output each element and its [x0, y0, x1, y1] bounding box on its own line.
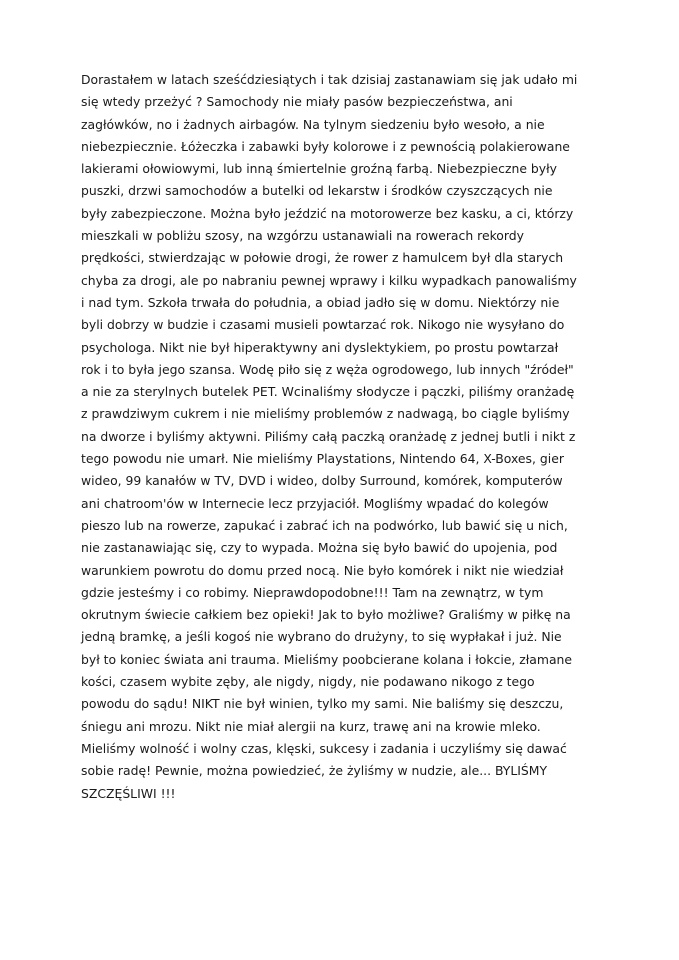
text-line: jedną bramkę, a jeśli kogoś nie wybrano do drużyny, to się wypłakał i już. Nie [81, 629, 562, 645]
text-line: sobie radę! Pewnie, można powiedzieć, że żyliśmy w nudzie, ale... BYLIŚMY [81, 763, 548, 779]
text-line: na dworze i byliśmy aktywni. Piliśmy całą paczką oranżadę z jednej butli i nikt z [81, 428, 576, 444]
text-line: lakierami ołowiowymi, lub inną śmiertelnie groźną farbą. Niebezpieczne były [81, 161, 557, 177]
text-line: rok i to była jego szansa. Wodę piło się z węża ogrodowego, lub innych "źródeł" [81, 361, 574, 377]
text-line: się wtedy przeżyć ? Samochody nie miały pasów bezpieczeństwa, ani [81, 94, 513, 110]
text-line: były zabezpieczone. Można było jeździć na motorowerze bez kasku, a ci, którzy [81, 205, 574, 221]
text-line: z prawdziwym cukrem i nie mieliśmy problemów z nadwagą, bo ciągle byliśmy [81, 406, 570, 422]
text-line: mieszkali w pobliżu szosy, na wzgórzu ustanawiali na rowerach rekordy [81, 228, 524, 244]
text-line: powodu do sądu! NIKT nie był winien, tylko my sami. Nie baliśmy się deszczu, [81, 696, 564, 712]
text-line: psychologa. Nikt nie był hiperaktywny ani dyslektykiem, po prostu powtarzał [81, 339, 559, 355]
text-line: tego powodu nie umarł. Nie mieliśmy Playstations, Nintendo 64, X-Boxes, gier [81, 451, 564, 467]
text-line: kości, czasem wybite zęby, ale nigdy, nigdy, nie podawano nikogo z tego [81, 674, 535, 690]
text-line: chyba za drogi, ale po nabraniu pewnej wprawy i kilku wypadkach panowaliśmy [81, 272, 577, 288]
text-line: nie zastanawiając się, czy to wypada. Można się było bawić do upojenia, pod [81, 540, 558, 556]
text-line: pieszo lub na rowerze, zapukać i zabrać ich na podwórko, lub bawić się u nich, [81, 517, 568, 533]
text-line: i nad tym. Szkoła trwała do południa, a obiad jadło się w domu. Niektórzy nie [81, 294, 560, 310]
text-line: puszki, drzwi samochodów a butelki od lekarstw i środków czyszczących nie [81, 183, 553, 199]
text-line: śniegu ani mrozu. Nikt nie miał alergii na kurz, trawę ani na krowie mleko. [81, 718, 541, 734]
text-line: prędkości, stwierdzając w połowie drogi, że rower z hamulcem był dla starych [81, 250, 564, 266]
text-line: Mieliśmy wolność i wolny czas, klęski, sukcesy i zadania i uczyliśmy się dawać [81, 740, 567, 756]
body-paragraph [81, 69, 611, 805]
text-line: Dorastałem w latach sześćdziesiątych i tak dzisiaj zastanawiam się jak udało mi [81, 72, 578, 87]
text-line: niebezpiecznie. Łóżeczka i zabawki były kolorowe i z pewnością polakierowane [81, 138, 570, 154]
text-line: gdzie jesteśmy i co robimy. Nieprawdopodobne!!! Tam na zewnątrz, w tym [81, 584, 544, 600]
text-line: ani chatroom'ów w Internecie lecz przyjaciół. Mogliśmy wpadać do kolegów [81, 495, 549, 511]
text-line: byli dobrzy w budzie i czasami musieli powtarzać rok. Nikogo nie wysyłano do [81, 317, 565, 333]
text-line: zagłówków, no i żadnych airbagów. Na tylnym siedzeniu było wesoło, a nie [81, 116, 545, 132]
text-line: a nie za sterylnych butelek PET. Wcinaliśmy słodycze i pączki, piliśmy oranżadę [81, 384, 575, 400]
text-line: warunkiem powrotu do domu przed nocą. Nie było komórek i nikt nie wiedział [81, 562, 564, 578]
text-line: SZCZĘŚLIWI !!! [81, 785, 176, 801]
text-line: okrutnym świecie całkiem bez opieki! Jak to było możliwe? Graliśmy w piłkę na [81, 607, 571, 623]
text-line: wideo, 99 kanałów w TV, DVD i wideo, dolby Surround, komórek, komputerów [81, 473, 563, 489]
text-line: był to koniec świata ani trauma. Mieliśmy poobcierane kolana i łokcie, złamane [81, 651, 573, 667]
